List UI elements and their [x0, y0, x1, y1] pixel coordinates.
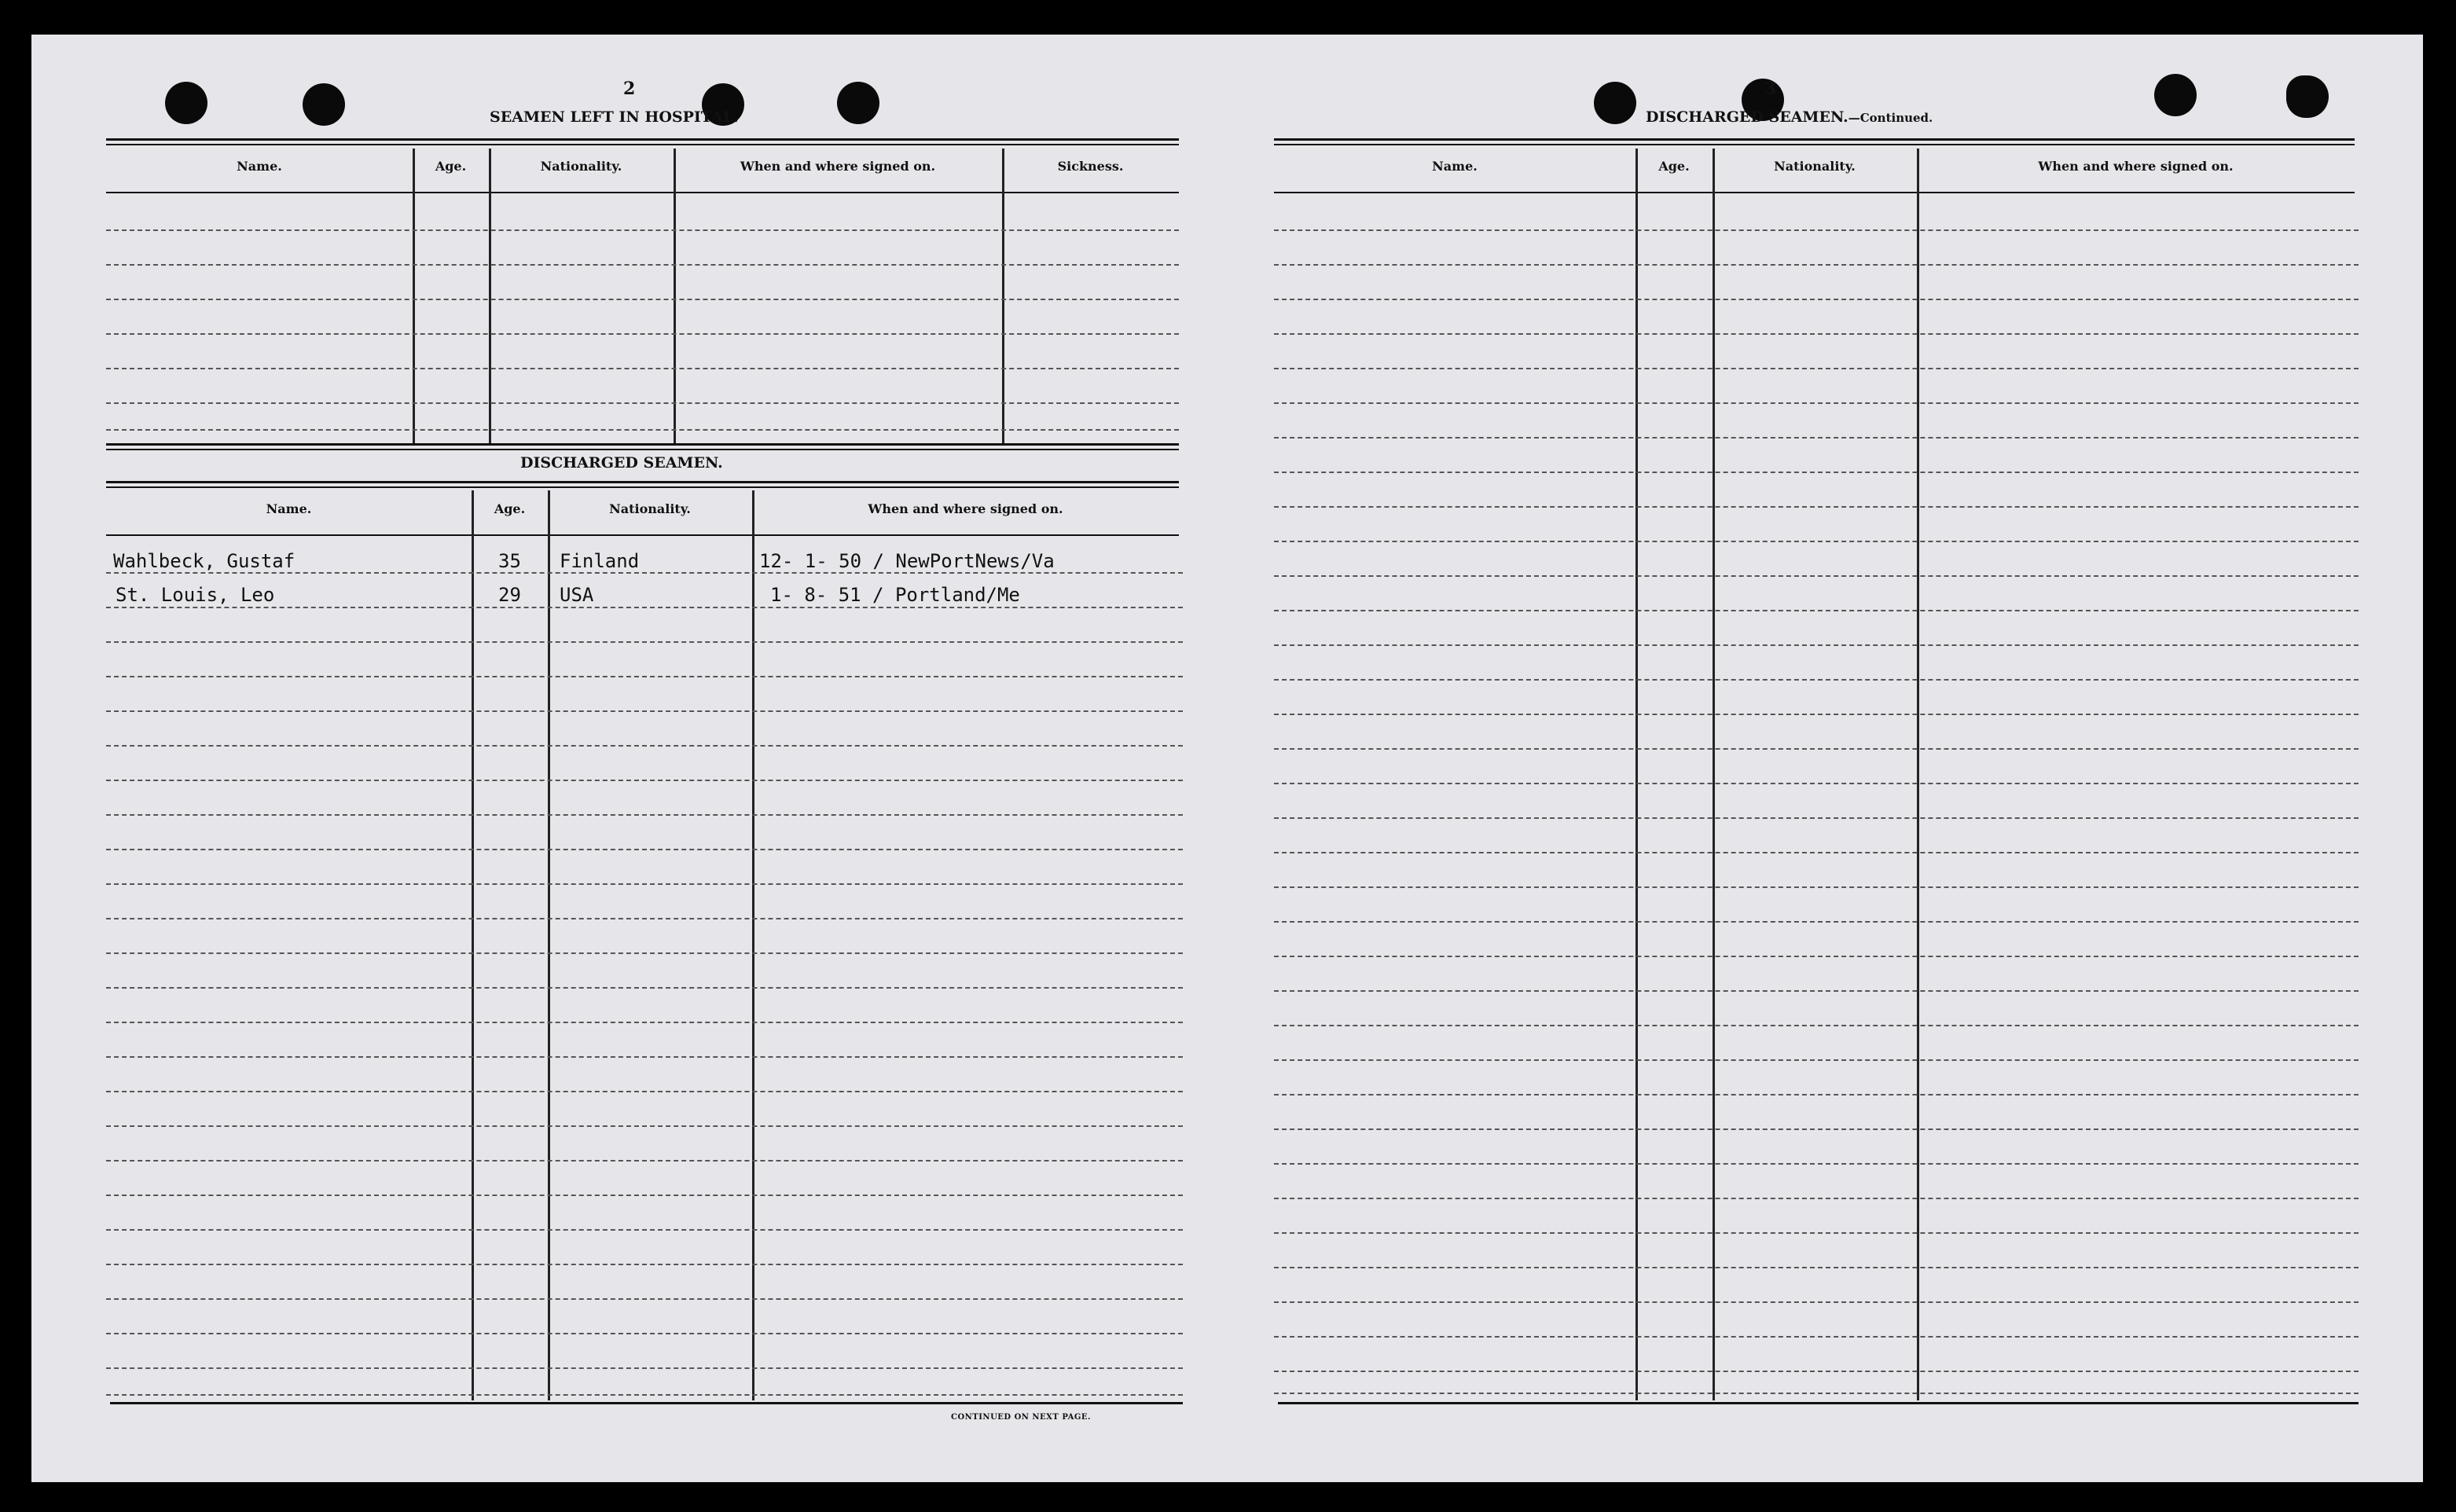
hospital-section-title: SEAMEN LEFT IN HOSPITAL. [490, 108, 739, 126]
discharged-section-title: DISCHARGED SEAMEN. [520, 454, 723, 472]
punch-hole [165, 82, 207, 124]
row-line [1274, 852, 2359, 853]
row-line [1274, 783, 2359, 784]
row-line [1274, 1393, 2359, 1394]
row-line [106, 1333, 1183, 1334]
row-line [106, 1229, 1183, 1231]
column-header-name: Name. [266, 501, 312, 516]
row-line [106, 1125, 1183, 1127]
rule [1274, 192, 2355, 193]
row-line [106, 429, 1179, 431]
row-line [1274, 1094, 2359, 1095]
row-line [1274, 368, 2359, 369]
row-line [106, 299, 1179, 300]
rule [1274, 144, 2355, 145]
row-line [1274, 1267, 2359, 1268]
row-line [1274, 1059, 2359, 1061]
column-header-nationality: Nationality. [540, 159, 622, 174]
row-line [106, 333, 1179, 335]
rule [110, 1402, 1183, 1404]
row-line [1274, 402, 2359, 404]
row-line [1274, 921, 2359, 923]
row-line [106, 883, 1183, 885]
rule [106, 192, 1179, 193]
left-page [31, 35, 1227, 1482]
row-line [106, 814, 1183, 816]
rule [106, 138, 1179, 141]
row-line [1274, 1232, 2359, 1234]
rule [1278, 1402, 2359, 1404]
column-header-nationality: Nationality. [609, 501, 691, 516]
row-line [1274, 990, 2359, 992]
row-line [106, 1367, 1183, 1369]
punch-hole [1594, 82, 1636, 124]
row-line [1274, 437, 2359, 439]
column-header-signed-on: When and where signed on. [740, 159, 936, 174]
row-line [1274, 886, 2359, 888]
punch-hole [2154, 74, 2197, 116]
page-number: 2 [623, 79, 636, 99]
row-line [106, 1022, 1183, 1023]
row-line [106, 641, 1183, 643]
row-line [106, 229, 1179, 231]
row-line [106, 1264, 1183, 1265]
row-line [106, 1394, 1183, 1396]
row-line [1274, 1163, 2359, 1165]
row-line [106, 1195, 1183, 1196]
row-line [106, 1160, 1183, 1162]
row-line [1274, 644, 2359, 646]
rule [106, 449, 1179, 450]
seaman-name: St. Louis, Leo [116, 584, 275, 606]
page-number: 3 [1764, 79, 1777, 99]
row-line [1274, 506, 2359, 508]
row-line [1274, 1025, 2359, 1026]
row-line [1274, 610, 2359, 611]
row-line [1274, 333, 2359, 335]
row-line [106, 368, 1179, 369]
row-line [106, 849, 1183, 850]
seaman-name: Wahlbeck, Gustaf [113, 550, 296, 572]
rule [106, 443, 1179, 446]
row-line [106, 780, 1183, 781]
row-line [1274, 748, 2359, 750]
row-line [1274, 679, 2359, 681]
row-line [106, 1091, 1183, 1092]
column-header-name: Name. [1432, 159, 1478, 174]
row-line [1274, 575, 2359, 577]
row-line [106, 402, 1179, 404]
row-line [1274, 1198, 2359, 1199]
row-line [106, 918, 1183, 919]
row-line [1274, 817, 2359, 819]
row-line [106, 710, 1183, 712]
punch-hole [2286, 75, 2329, 118]
seaman-age: 29 [498, 584, 521, 606]
row-line [1274, 1128, 2359, 1130]
row-line [106, 676, 1183, 677]
discharged-continued-title [1646, 108, 1933, 126]
seaman-nationality: Finland [560, 550, 640, 572]
column-divider [1002, 149, 1004, 443]
rule [106, 534, 1179, 536]
row-line [1274, 299, 2359, 300]
seaman-signed-on: 12- 1- 50 / NewPortNews/Va [759, 550, 1055, 572]
row-line [1274, 1336, 2359, 1338]
column-divider [489, 149, 491, 443]
row-line [1274, 1301, 2359, 1303]
column-header-age: Age. [1658, 159, 1690, 174]
row-line [106, 607, 1183, 608]
row-line [106, 1056, 1183, 1058]
row-line [106, 952, 1183, 954]
column-divider [674, 149, 676, 443]
rule [1274, 138, 2355, 141]
row-line [1274, 956, 2359, 957]
row-line [1274, 472, 2359, 473]
title-text: DISCHARGED SEAMEN. [1646, 108, 1848, 126]
row-line [1274, 1371, 2359, 1372]
rule [106, 486, 1179, 488]
row-line [106, 1298, 1183, 1300]
column-divider [1713, 149, 1715, 1400]
seaman-nationality: USA [560, 584, 594, 606]
column-header-name: Name. [237, 159, 282, 174]
row-line [106, 745, 1183, 747]
seaman-signed-on: 1- 8- 51 / Portland/Me [770, 584, 1020, 606]
punch-hole [303, 83, 345, 126]
column-header-sickness: Sickness. [1057, 159, 1124, 174]
row-line [1274, 714, 2359, 715]
rule [106, 144, 1179, 145]
row-line [1274, 541, 2359, 542]
column-header-nationality: Nationality. [1774, 159, 1856, 174]
column-divider [1635, 149, 1638, 1400]
row-line [1274, 229, 2359, 231]
document-sheet [31, 35, 2423, 1482]
column-header-age: Age. [435, 159, 467, 174]
row-line [106, 987, 1183, 989]
column-header-signed-on: When and where signed on. [2038, 159, 2234, 174]
row-line [106, 572, 1183, 574]
continued-note: CONTINUED ON NEXT PAGE. [951, 1413, 1092, 1422]
punch-hole [837, 82, 879, 124]
column-divider [413, 149, 415, 443]
column-header-signed-on: When and where signed on. [868, 501, 1063, 516]
right-page [1227, 35, 2423, 1482]
column-header-age: Age. [494, 501, 526, 516]
column-divider [1917, 149, 1919, 1400]
rule [106, 481, 1179, 483]
row-line [1274, 264, 2359, 266]
title-suffix: —Continued. [1848, 111, 1933, 125]
seaman-age: 35 [498, 550, 521, 572]
row-line [106, 264, 1179, 266]
